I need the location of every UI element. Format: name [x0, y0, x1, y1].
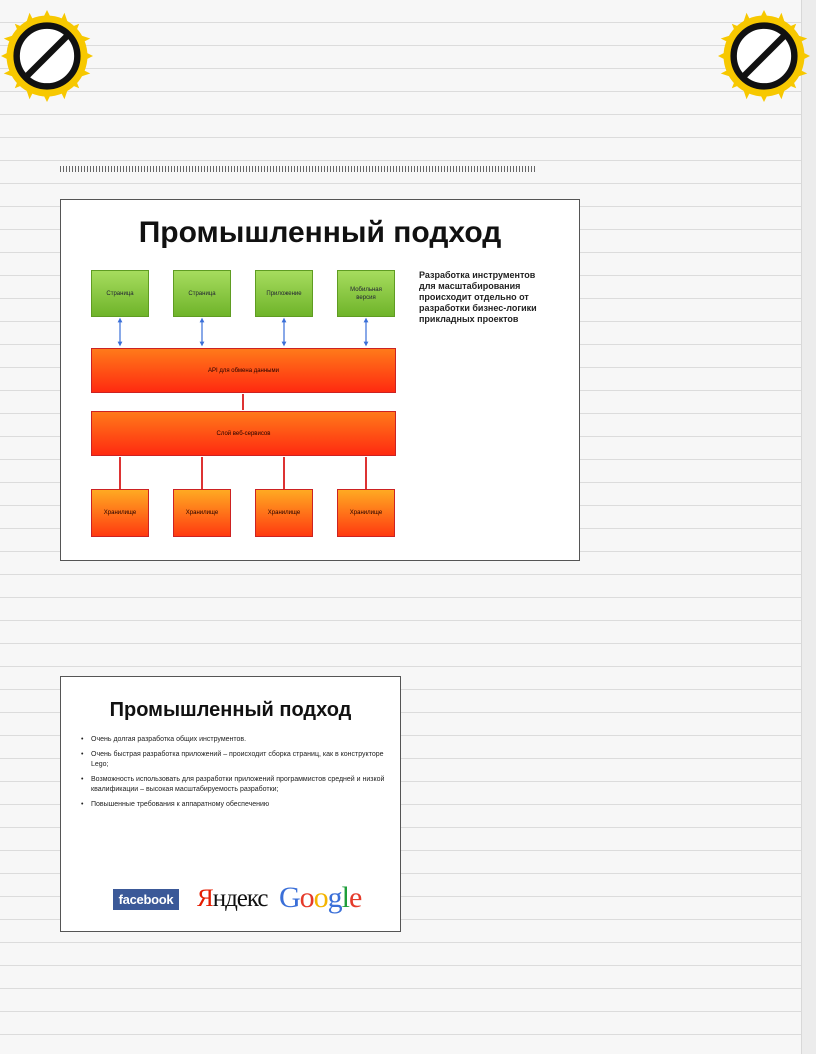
bullet-item: • Очень быстрая разработка приложений – происходит сборка страниц, как в конструкторе Lego; — [81, 750, 386, 770]
google-logo-letter: l — [341, 881, 350, 914]
slide-architecture — [60, 199, 580, 561]
storage-box: Хранилище — [173, 489, 231, 537]
google-logo-letter: g — [327, 881, 342, 914]
slide-title: Промышленный подход — [109, 699, 352, 721]
storage-box: Хранилище — [255, 489, 313, 537]
slide-bullets — [60, 676, 401, 932]
top-box: Страница — [91, 270, 149, 317]
storage-box: Хранилище — [337, 489, 395, 537]
bullet-item: • Возможность использовать для разработки приложений программистов средней и низкой квалификации – высокая масштабируемость разработки; — [81, 775, 386, 795]
page-edge — [801, 0, 816, 1054]
dotted-separator — [60, 166, 536, 172]
prohibited-sign-icon — [1, 10, 93, 102]
google-logo-letter: e — [349, 881, 362, 914]
top-box: Мобильная версия — [337, 270, 395, 317]
yandex-logo-first-letter: Я — [197, 885, 213, 912]
slide-title: Промышленный подход — [138, 216, 502, 249]
top-box: Страница — [173, 270, 231, 317]
bullet-item: • Повышенные требования к аппаратному обеспечению — [81, 800, 386, 810]
service-bar: Слой веб-сервисов — [91, 411, 396, 456]
bullet-item: • Очень долгая разработка общих инструментов. — [81, 735, 386, 745]
google-logo — [279, 881, 361, 915]
slide-description: Разработка инструментов для масштабирования происходит отдельно от разработки бизнес-логики прикладных проектов — [419, 270, 537, 324]
google-logo-letter: o — [313, 881, 328, 914]
yandex-logo — [197, 885, 268, 913]
top-box: Приложение — [255, 270, 313, 317]
google-logo-letter: o — [299, 881, 314, 914]
facebook-logo: facebook — [113, 889, 179, 910]
storage-box: Хранилище — [91, 489, 149, 537]
bullet-list — [81, 735, 386, 815]
company-logos — [61, 879, 400, 919]
api-bar: API для обмена данными — [91, 348, 396, 393]
google-logo-letter: G — [279, 881, 300, 914]
yandex-logo-rest: ндекс — [212, 885, 268, 912]
prohibited-sign-icon — [718, 10, 810, 102]
